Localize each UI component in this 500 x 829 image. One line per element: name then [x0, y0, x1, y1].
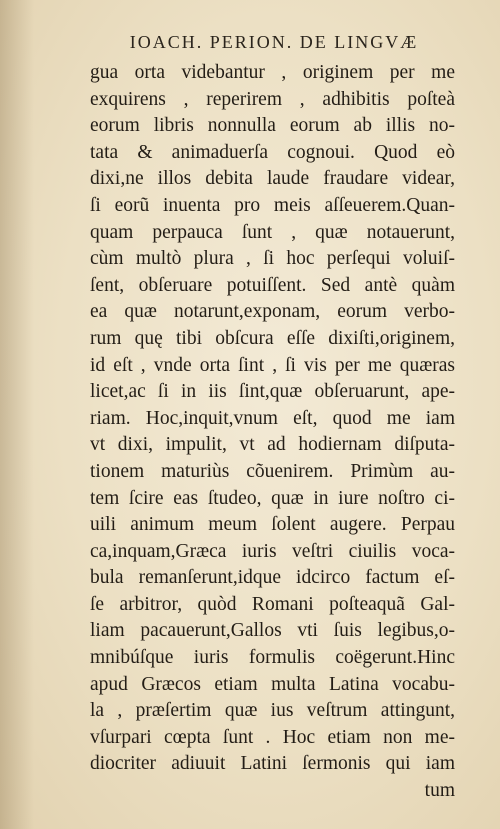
text-line: vſurpari cœpta ſunt . Hoc etiam non me-	[90, 726, 455, 748]
gutter-shadow	[0, 0, 34, 829]
text-line: tionem maturiùs cõuenirem. Primùm au-	[90, 460, 455, 482]
text-line: liam pacauerunt,Gallos vti ſuis legibus,o-	[90, 620, 455, 642]
text-line: ſe arbitror, quòd Romani poſteaquã Gal-	[90, 593, 455, 615]
text-line: gua orta videbantur , originem per me	[90, 62, 455, 83]
text-line: quam perpauca ſunt , quæ notauerunt,	[90, 221, 455, 243]
text-line: exquirens , reperirem , adhibitis poſteà	[90, 88, 455, 110]
text-line: apud Græcos etiam multa Latina vocabu-	[90, 673, 455, 695]
text-line: la , præſertim quæ ius veſtrum attingunt,	[90, 700, 455, 722]
text-line: ea quæ notarunt,exponam, eorum verbo-	[90, 301, 455, 323]
text-line: riam. Hoc,inquit,vnum eſt, quod me iam	[90, 407, 455, 429]
text-line: bula remanſerunt,idque idcirco factum eſ-	[90, 567, 455, 589]
text-line: rum quę tibi obſcura eſſe dixiſti,originem,	[90, 327, 455, 349]
text-line: eorum libris nonnulla eorum ab illis no-	[90, 115, 455, 137]
text-line: vt dixi, impulit, vt ad hodiernam diſputa-	[90, 434, 455, 456]
text-line: dixi,ne illos debita laude fraudare videar,	[90, 168, 455, 190]
text-line: ſent, obſeruare potuiſſent. Sed antè quàm	[90, 274, 455, 296]
text-line: ca,inquam,Græca iuris veſtri ciuilis voca-	[90, 540, 455, 562]
catchword: tum	[424, 780, 455, 802]
text-line: tem ſcire eas ſtudeo, quæ in iure noſtro ci-	[90, 487, 455, 509]
text-line: diocriter adiuuit Latini ſermonis qui iam	[90, 753, 455, 775]
text-line: cùm multò plura , ſi hoc perſequi voluiſ-	[90, 248, 455, 270]
text-line: ſi eorũ inuenta pro meis aſſeuerem.Quan-	[90, 194, 455, 216]
text-line: mnibúſque iuris formulis coëgerunt.Hinc	[90, 647, 455, 669]
text-line: id eſt , vnde orta ſint , ſi vis per me quæras	[90, 354, 455, 376]
body-text	[90, 60, 455, 805]
text-line: uili animum meum ſolent augere. Perpau	[90, 514, 455, 536]
text-line: tata & animaduerſa cognoui. Quod eò	[90, 141, 455, 163]
running-header: IOACH. PERION. DE LINGVÆ	[129, 32, 419, 52]
text-line: licet,ac ſi in iis ſint,quæ obſeruarunt, ape-	[90, 381, 455, 403]
